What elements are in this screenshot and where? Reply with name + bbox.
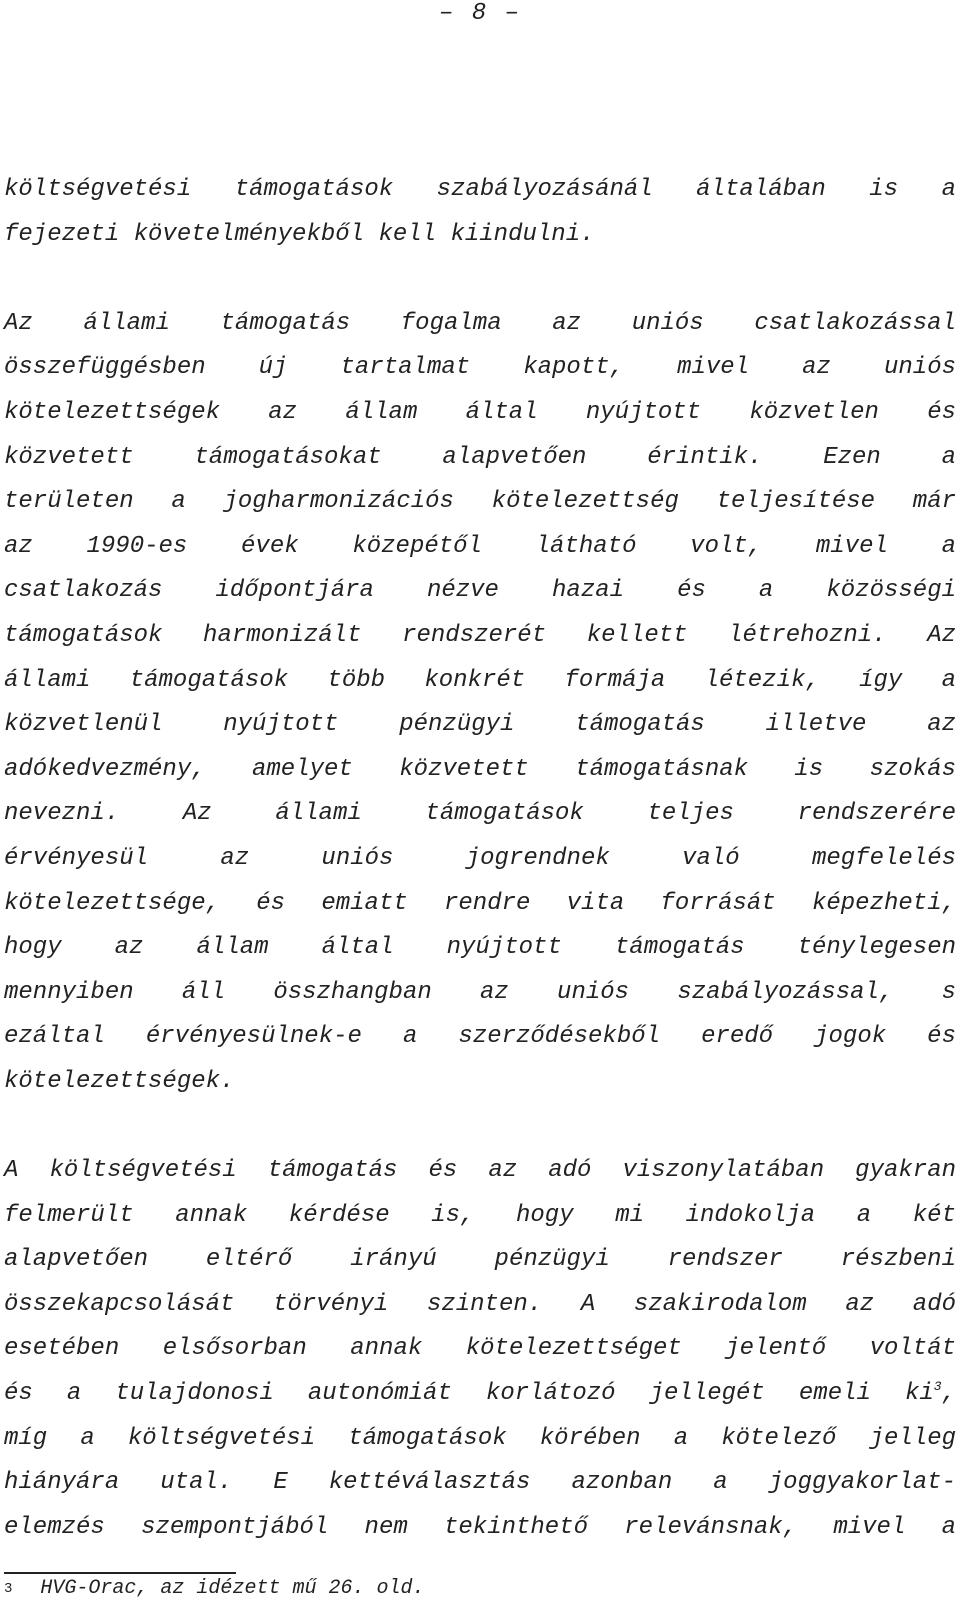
footnote-mark: 3: [4, 1581, 13, 1597]
text-line: fejezeti követelményekből kell kiindulni.: [4, 220, 595, 248]
text-line: alapvetően eltérő irányú pénzügyi rendszer részbeni: [4, 1246, 956, 1274]
footnote-reference[interactable]: 3: [933, 1379, 942, 1395]
text-line: Az állami támogatás fogalma az uniós csatlakozással: [4, 309, 956, 337]
document-body: [4, 168, 956, 1550]
footnote-text: HVG-Orac, az idézett mű 26. old.: [40, 1577, 425, 1600]
text-line: kötelezettsége, és emiatt rendre vita forrását képezheti,: [4, 889, 956, 917]
text-line: állami támogatások több konkrét formája létezik, így a: [4, 666, 956, 694]
trailing-punctuation: ,: [941, 1380, 956, 1408]
text-line: mennyiben áll összhangban az uniós szabályozással, s: [4, 978, 956, 1006]
text-line: esetében elsősorban annak kötelezettséget jelentő voltát: [4, 1335, 956, 1363]
text-line: felmerült annak kérdése is, hogy mi indokolja a két: [4, 1201, 956, 1229]
footnote-divider: [4, 1572, 236, 1574]
paragraph-2: [4, 302, 956, 1105]
text-line: elemzés szempontjából nem tekinthető relevánsnak, mivel a: [4, 1513, 956, 1541]
paragraph-1: [4, 168, 956, 257]
page-number: – 8 –: [438, 0, 521, 27]
text-line: adókedvezmény, amelyet közvetett támogatásnak is szokás: [4, 755, 956, 783]
text-line: összefüggésben új tartalmat kapott, mivel az uniós: [4, 354, 956, 382]
text-line: hogy az állam által nyújtott támogatás ténylegesen: [4, 934, 956, 962]
text-line: A költségvetési támogatás és az adó viszonylatában gyakran: [4, 1157, 956, 1185]
text-line: támogatások harmonizált rendszerét kellett létrehozni. Az: [4, 621, 956, 649]
paragraph-3: [4, 1149, 956, 1550]
text-line-segment: és a tulajdonosi autonómiát korlátozó jellegét emeli ki: [4, 1380, 934, 1408]
text-line: közvetett támogatásokat alapvetően érintik. Ezen a: [4, 443, 956, 471]
text-line: ezáltal érvényesülnek-e a szerződésekből eredő jogok és: [4, 1023, 956, 1051]
text-line: hiányára utal. E kettéválasztás azonban a joggyakorlat-: [4, 1469, 956, 1497]
text-line: az 1990-es évek közepétől látható volt, mivel a: [4, 532, 956, 560]
text-line: kötelezettségek.: [4, 1067, 235, 1095]
text-line: nevezni. Az állami támogatások teljes rendszerére: [4, 800, 956, 828]
text-line: területen a jogharmonizációs kötelezettség teljesítése már: [4, 488, 956, 516]
text-line: csatlakozás időpontjára nézve hazai és a közösségi: [4, 577, 956, 605]
text-line: közvetlenül nyújtott pénzügyi támogatás illetve az: [4, 711, 956, 739]
text-line: kötelezettségek az állam által nyújtott közvetlen és: [4, 398, 956, 426]
text-line: érvényesül az uniós jogrendnek való megfelelés: [4, 844, 956, 872]
footnote: [4, 1576, 424, 1602]
text-line: összekapcsolását törvényi szinten. A szakirodalom az adó: [4, 1290, 956, 1318]
text-line: költségvetési támogatások szabályozásánál általában is a: [4, 176, 956, 203]
text-line-with-footnote: [4, 1372, 956, 1417]
text-line: míg a költségvetési támogatások körében a kötelező jelleg: [4, 1424, 956, 1452]
